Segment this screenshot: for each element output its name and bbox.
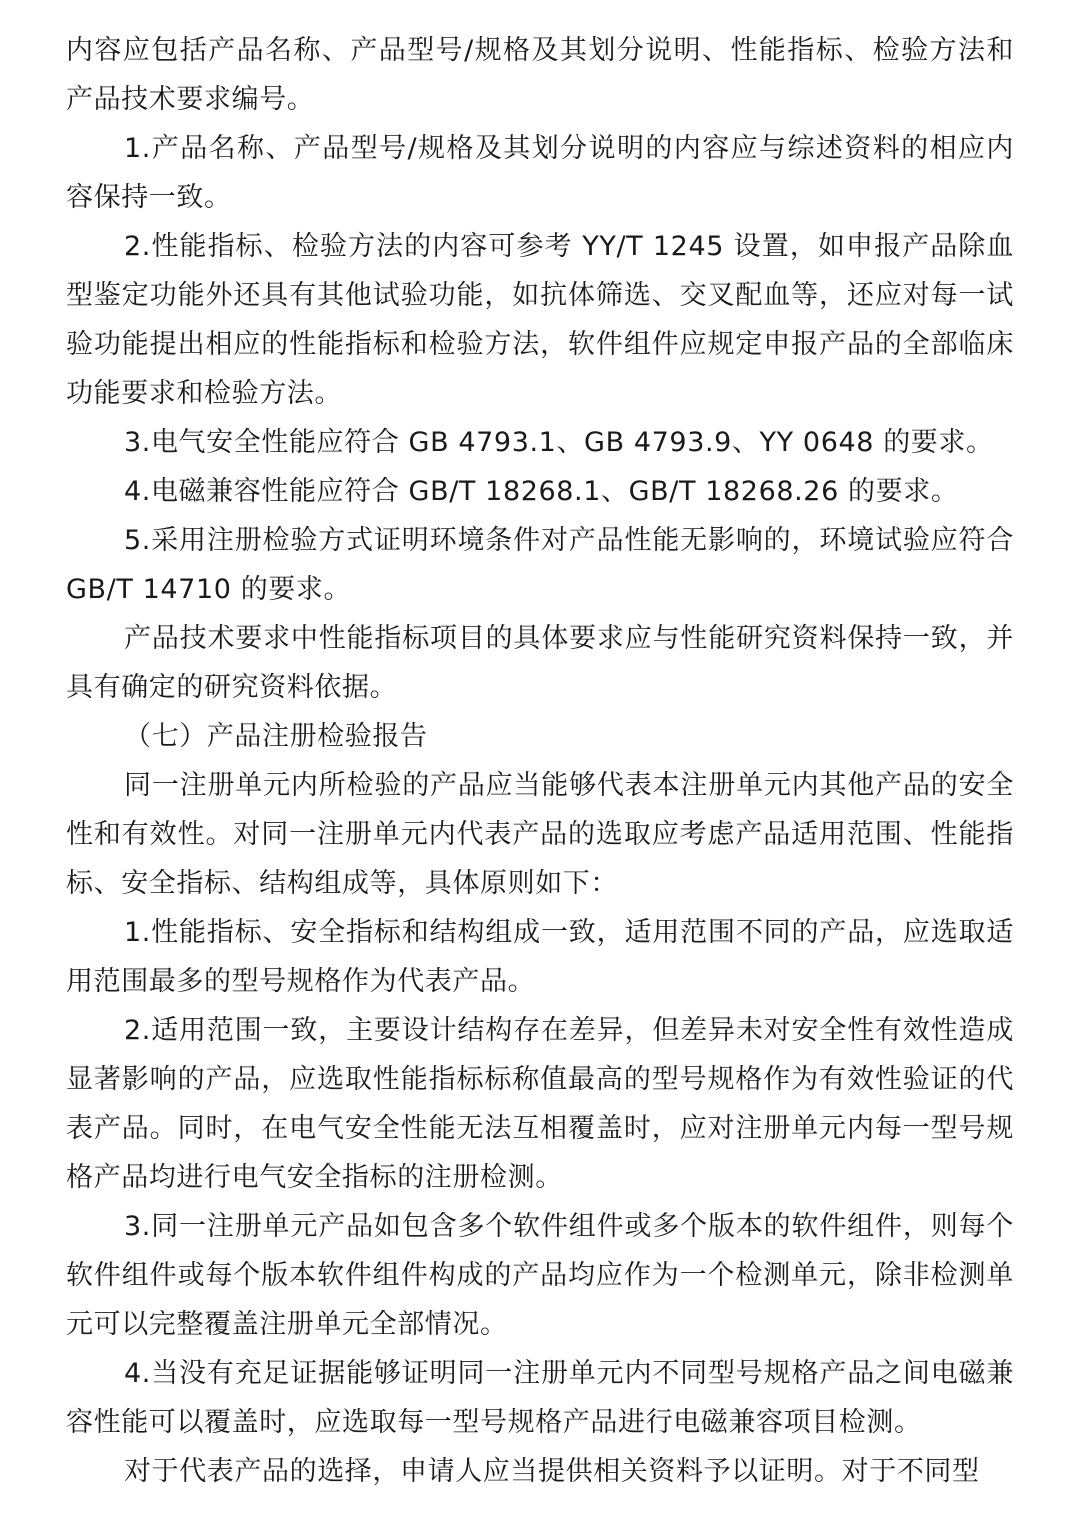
section-paragraph-1: 同一注册单元内所检验的产品应当能够代表本注册单元内其他产品的安全性和有效性。对同一注册单元内代表产品的选取应考虑产品适用范围、性能指标、安全指标、结构组成等，具体原则如下： xyxy=(66,770,1014,899)
body-paragraph-3: 2.性能指标、检验方法的内容可参考 YY/T 1245 设置，如申报产品除血型鉴定功能外还具有其他试验功能，如抗体筛选、交叉配血等，还应对每一试验功能提出相应的性能指标和检验方法，软件组件应规定申报产品的全部临床功能要求和检验方法。 xyxy=(66,231,1014,409)
body-paragraph-6: 5.采用注册检验方式证明环境条件对产品性能无影响的，环境试验应符合 GB/T 14710 的要求。 xyxy=(66,525,1014,605)
body-paragraph-5: 4.电磁兼容性能应符合 GB/T 18268.1、GB/T 18268.26 的要求。 xyxy=(124,476,959,507)
section-heading: （七）产品注册检验报告 xyxy=(124,721,428,752)
section-paragraph-3: 2.适用范围一致，主要设计结构存在差异，但差异未对安全性有效性造成显著影响的产品，应选取性能指标标称值最高的型号规格作为有效性验证的代表产品。同时，在电气安全性能无法互相覆盖时，应对注册单元内每一型号规格产品均进行电气安全指标的注册检测。 xyxy=(66,1015,1014,1193)
body-paragraph-4: 3.电气安全性能应符合 GB 4793.1、GB 4793.9、YY 0648 的要求。 xyxy=(124,427,994,458)
body-paragraph-7: 产品技术要求中性能指标项目的具体要求应与性能研究资料保持一致，并具有确定的研究资料依据。 xyxy=(66,623,1014,703)
section-paragraph-4: 3.同一注册单元产品如包含多个软件组件或多个版本的软件组件，则每个软件组件或每个版本软件组件构成的产品均应作为一个检测单元，除非检测单元可以完整覆盖注册单元全部情况。 xyxy=(66,1211,1014,1340)
section-paragraph-2: 1.性能指标、安全指标和结构组成一致，适用范围不同的产品，应选取适用范围最多的型号规格作为代表产品。 xyxy=(66,917,1014,997)
body-paragraph-2: 1.产品名称、产品型号/规格及其划分说明的内容应与综述资料的相应内容保持一致。 xyxy=(66,133,1014,213)
section-paragraph-6: 对于代表产品的选择，申请人应当提供相关资料予以证明。对于不同型 xyxy=(124,1456,980,1487)
body-paragraph-1: 内容应包括产品名称、产品型号/规格及其划分说明、性能指标、检验方法和产品技术要求编号。 xyxy=(66,35,1014,115)
section-paragraph-5: 4.当没有充足证据能够证明同一注册单元内不同型号规格产品之间电磁兼容性能可以覆盖时，应选取每一型号规格产品进行电磁兼容项目检测。 xyxy=(66,1358,1014,1438)
